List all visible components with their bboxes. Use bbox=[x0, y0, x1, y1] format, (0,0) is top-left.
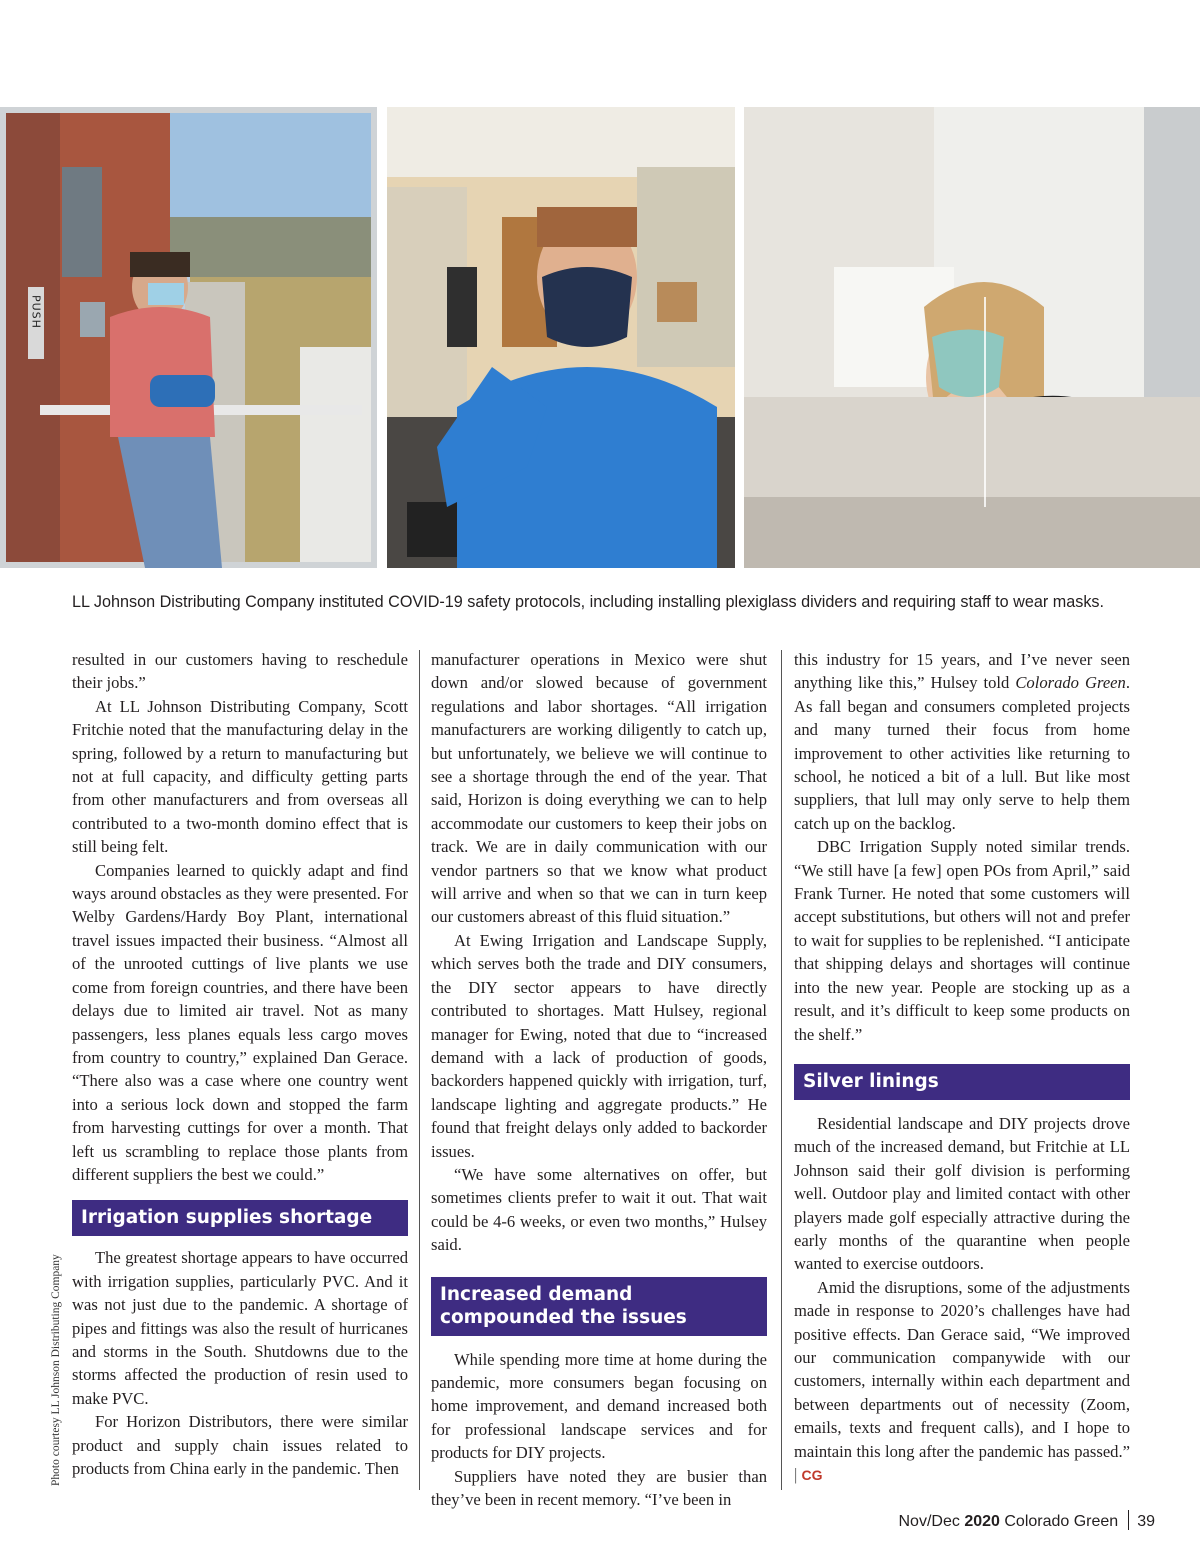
paragraph-text: Amid the disruptions, some of the adjustments made in response to 2020’s challenges have had positive effects. Dan Gerace said, “We improved our communication companywide with our customers, internally within each department and between departments out of necessity (Zoom, emails, texts and frequent calls), and I hope to maintain this long after the pandemic has passed.” bbox=[794, 1277, 1130, 1461]
photo-woman-behind-plexiglass bbox=[744, 107, 1200, 568]
page-number: 39 bbox=[1137, 1513, 1155, 1530]
photo-caption: LL Johnson Distributing Company instituted COVID-19 safety protocols, including installing plexiglass dividers and requiring staff to wear masks. bbox=[72, 593, 1105, 611]
section-heading: Silver linings bbox=[794, 1064, 1130, 1100]
end-mark-logo: CG bbox=[801, 1467, 823, 1483]
paragraph: At Ewing Irrigation and Landscape Supply, which serves both the trade and DIY consumers, the DIY sector appears to have directly contributed to shortages. Matt Hulsey, regional manager for Ewing, noted that due to “increased demand with a lack of production of goods, backorders happened quickly with irrigation, turf, landscape lighting and aggregate products.” He found that freight delays only added to backorder issues. bbox=[431, 930, 767, 1161]
paragraph: While spending more time at home during the pandemic, more consumers began focusing on home improvement, and demand increased both for professional landscape services and for products for DIY projects. bbox=[431, 1349, 767, 1463]
section-heading: Irrigation supplies shortage bbox=[72, 1200, 408, 1236]
paragraph: The greatest shortage appears to have occurred with irrigation supplies, particularly PVC. And it was not just due to the pandemic. A shortage of pipes and fittings was also the result of hurricanes and storms in the South. Shutdowns due to the storms affected the production of resin used to make PVC. bbox=[72, 1248, 408, 1408]
footer-magazine: Colorado Green bbox=[1004, 1513, 1119, 1530]
push-sign: PUSH bbox=[29, 295, 43, 329]
paragraph-text: this industry for 15 years, and I’ve never seen anything like this,” Hulsey told bbox=[794, 650, 1130, 693]
paragraph: manufacturer operations in Mexico were shut down and/or slowed because of government regulations and labor shortages. “All irrigation manufacturers are working diligently to catch up, but unfortunately, we believe we will continue to see a shortage through the end of the year. That said, Horizon is doing everything we can to help accommodate our customers to keep their jobs on track. We are in daily communication with our vendor partners so that we know what product will arrive and when so that we can in turn keep our customers abreast of this fluid situation.” bbox=[431, 650, 767, 927]
photo-credit: Photo courtesy LL Johnson Distributing Company bbox=[50, 1254, 62, 1486]
footer-year: 2020 bbox=[964, 1513, 1000, 1530]
photo-man-at-desk bbox=[387, 107, 735, 568]
paragraph: For Horizon Distributors, there were similar product and supply chain issues related to products from China early in the pandemic. Then bbox=[72, 1412, 408, 1478]
paragraph bbox=[794, 648, 1130, 835]
end-mark-separator: | bbox=[794, 1465, 798, 1484]
photo-woman-cleaning-door bbox=[0, 107, 377, 568]
paragraph: At LL Johnson Distributing Company, Scott Fritchie noted that the manufacturing delay in the spring, followed by a return to manufacturing but not at full capacity, and difficulty getting parts from other manufacturers and from overseas all contributed to a two-month domino effect that is still being felt. bbox=[72, 696, 408, 857]
article-column-2 bbox=[431, 648, 767, 1511]
footer-divider bbox=[1128, 1510, 1129, 1530]
footer-issue: Nov/Dec bbox=[898, 1513, 960, 1530]
column-rule-2 bbox=[781, 650, 782, 1490]
page-footer bbox=[899, 1510, 1156, 1531]
paragraph: Residential landscape and DIY projects drove much of the increased demand, but Fritchie at LL Johnson said their golf division is performing well. Outdoor play and limited contact with other players made golf especially attractive during the early months of the quarantine when people wanted to exercise outdoors. bbox=[794, 1113, 1130, 1274]
paragraph: resulted in our customers having to reschedule their jobs.” bbox=[72, 650, 408, 693]
section-heading: Increased demand compounded the issues bbox=[431, 1277, 767, 1336]
paragraph: Suppliers have noted they are busier than they’ve been in recent memory. “I’ve been in bbox=[431, 1466, 767, 1509]
column-rule-1 bbox=[419, 650, 420, 1490]
article-column-1 bbox=[72, 648, 408, 1480]
magazine-title-italic: Colorado Green bbox=[1015, 673, 1126, 693]
article-column-3 bbox=[794, 648, 1130, 1487]
paragraph-text: . As fall began and consumers completed projects and many turned their focus from home improvement to other activities like returning to school, he noticed a bit of a lull. But like most suppliers, that lull may only serve to help them catch up on the backlog. bbox=[794, 673, 1131, 833]
paragraph: DBC Irrigation Supply noted similar trends. “We still have [a few] open POs from April,” said Frank Turner. He noted that some customers will accept substitutions, but others will not and prefer to wait for supplies to be replenished. “I anticipate that shipping delays and shortages will continue into the new year. People are stocking up as a result, and it’s difficult to keep some products on the shelf.” bbox=[794, 837, 1130, 1044]
paragraph bbox=[794, 1276, 1130, 1488]
paragraph: Companies learned to quickly adapt and find ways around obstacles as they were presented. For Welby Gardens/Hardy Boy Plant, international travel issues impacted their business. “Almost all of the unrooted cuttings of live plants we use come from foreign countries, and there have been delays due to limited air travel. Not as many passengers, less planes equals less cargo moves from country to country,” explained Dan Gerace. “There also was a case where one country went into a serious lock down and stopped the farm from harvesting cuttings for over a month. That left us scrambling to replace those plants from different suppliers the best we could.” bbox=[72, 860, 408, 1184]
paragraph: “We have some alternatives on offer, but sometimes clients prefer to wait it out. That wait could be 4-6 weeks, or even two months,” Hulsey said. bbox=[431, 1164, 767, 1255]
